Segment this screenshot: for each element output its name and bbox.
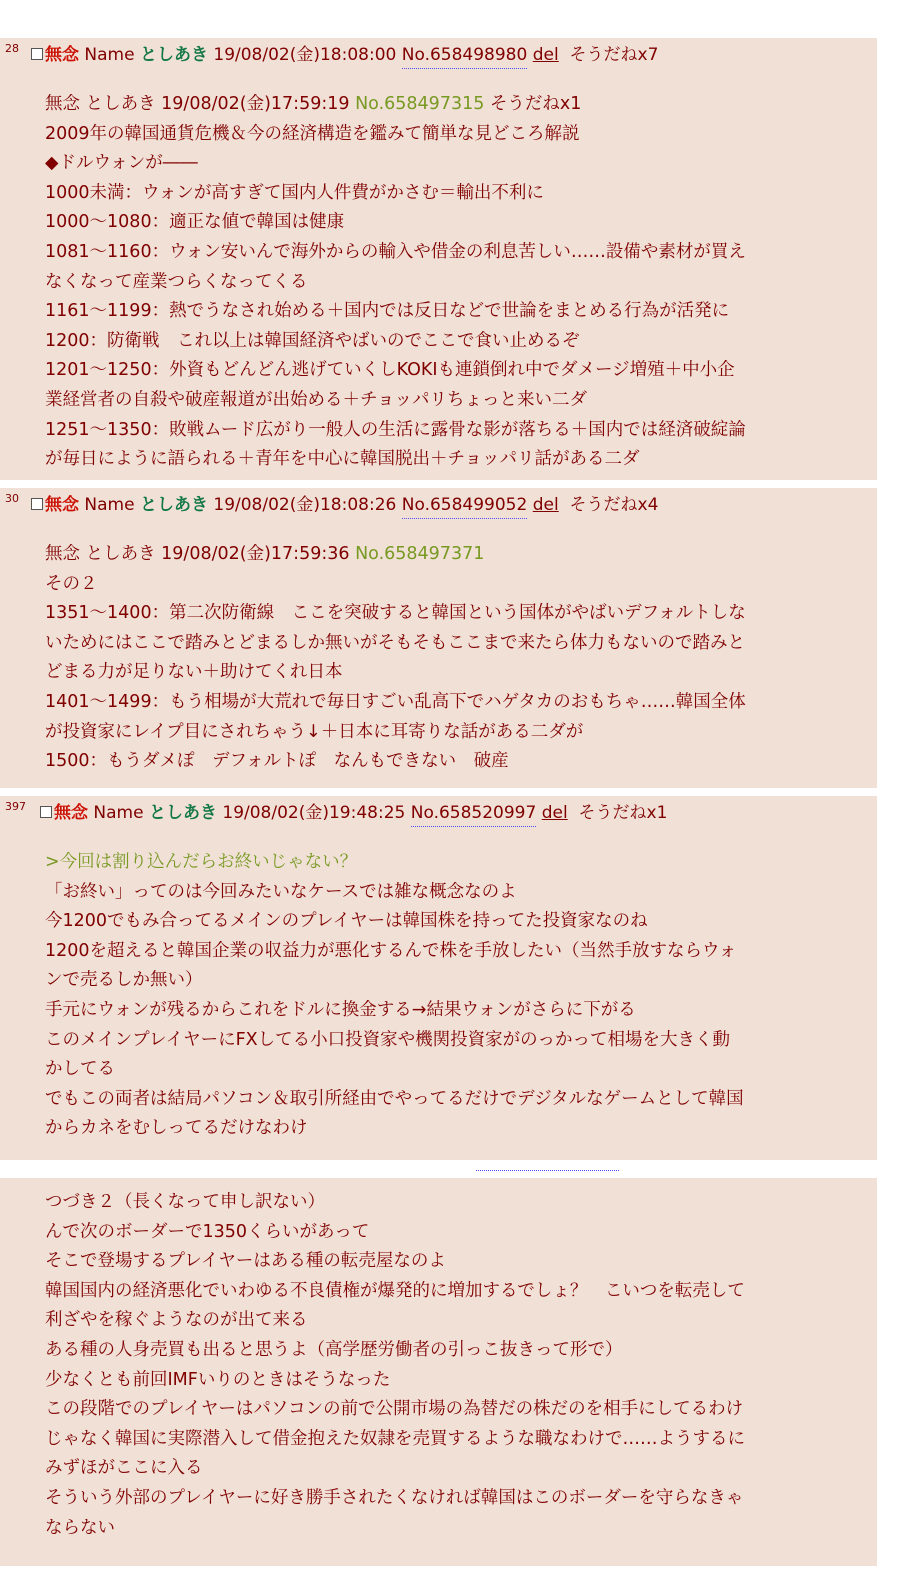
post-date: 19/08/02(金)19:48:25 bbox=[222, 803, 406, 823]
del-link[interactable]: del bbox=[541, 803, 568, 823]
quoted-post-header bbox=[45, 540, 845, 570]
body-line: でもこの両者は結局パソコン＆取引所経由でやってるだけでデジタルなゲームとして韓国 bbox=[45, 1088, 744, 1109]
select-checkbox[interactable] bbox=[31, 48, 43, 60]
soudane-button[interactable]: そうだねx1 bbox=[578, 803, 668, 823]
body-line: 「お終い」ってのは今回みたいなケースでは雑な概念なのよ bbox=[45, 881, 517, 902]
body-line: かしてる bbox=[45, 1059, 115, 1080]
body-line: 1081～1160：ウォン安いんで海外からの輸入や借金の利息苦しい……設備や素材が買え bbox=[45, 241, 746, 262]
quoted-post-header bbox=[45, 90, 845, 120]
body-line: 1200を超えると韓国企業の収益力が悪化するんで株を手放したい（当然手放すならウォ bbox=[45, 940, 737, 961]
quoted-post-number: No.658497371 bbox=[355, 544, 485, 564]
body-line: その２ bbox=[45, 573, 98, 594]
del-link[interactable]: del bbox=[532, 45, 559, 65]
body-line: つづき２（長くなって申し訳ない） bbox=[45, 1192, 325, 1212]
post-number-link[interactable]: No.658520997 bbox=[411, 803, 537, 827]
body-line: ◆ドルウォンが―― bbox=[45, 153, 198, 174]
post-index: 397 bbox=[5, 800, 26, 813]
quoted-name: としあき bbox=[85, 544, 156, 564]
quoted-subject: 無念 bbox=[45, 544, 80, 564]
body-line: 今1200でもみ合ってるメインのプレイヤーは韓国株を持ってた投資家なのね bbox=[45, 911, 648, 932]
post-subject: 無念 bbox=[45, 45, 79, 65]
body-line: ならない bbox=[45, 1517, 115, 1538]
body-line: んで次のボーダーで1350くらいがあって bbox=[45, 1221, 370, 1242]
poster-name: としあき bbox=[139, 495, 208, 515]
select-checkbox[interactable] bbox=[40, 806, 52, 818]
reply-post bbox=[0, 1178, 877, 1566]
post-number-link[interactable]: No.658499052 bbox=[402, 495, 528, 519]
soudane-button[interactable]: そうだねx7 bbox=[569, 45, 659, 65]
body-line: じゃなく韓国に実際潜入して借金抱えた奴隷を売買するような職なわけで……ようするに bbox=[45, 1428, 745, 1449]
body-line: なくなって産業つらくなってくる bbox=[45, 271, 308, 292]
body-line: 1351～1400：第二次防衛線 ここを突破すると韓国という国体がやばいデフォルトしな bbox=[45, 603, 746, 624]
body-line: 韓国国内の経済悪化でいわゆる不良債権が爆発的に増加するでしょ？ こいつを転売して bbox=[45, 1280, 745, 1301]
post-date: 19/08/02(金)18:08:26 bbox=[213, 495, 397, 515]
body-line: この段階でのプレイヤーはパソコンの前で公開市場の為替だの株だのを相手にしてるわけ bbox=[45, 1399, 744, 1420]
body-line: 1200：防衛戦 これ以上は韓国経済やばいのでここで食い止めるぞ bbox=[45, 330, 580, 351]
body-line: 1000～1080：適正な値で韓国は健康 bbox=[45, 212, 345, 233]
body-line: 1000未満：ウォンが高すぎて国内人件費がかさむ＝輸出不利に bbox=[45, 182, 544, 203]
body-line: 2009年の韓国通貨危機＆今の経済構造を鑑みて簡単な見どころ解説 bbox=[45, 123, 580, 144]
quoted-name: としあき bbox=[85, 94, 156, 114]
quoted-subject: 無念 bbox=[45, 94, 80, 114]
post-number-link[interactable]: No.658498980 bbox=[402, 45, 528, 69]
post-body bbox=[45, 90, 845, 475]
body-line: ある種の人身売買も出ると思うよ（高学歴労働者の引っこ抜きって形で） bbox=[45, 1339, 623, 1360]
post-separator bbox=[476, 1170, 619, 1171]
greentext-quote: >今回は割り込んだらお終いじゃない？ bbox=[45, 852, 358, 872]
body-line: 手元にウォンが残るからこれをドルに換金する→結果ウォンがさらに下がる bbox=[45, 999, 636, 1020]
body-line: が投資家にレイプ目にされちゃう↓＋日本に耳寄りな話がある二ダが bbox=[45, 721, 584, 742]
name-label: Name bbox=[93, 803, 144, 823]
body-line: 1201～1250：外資もどんどん逃げていくしKOKIも連鎖倒れ中でダメージ増殖＋中小企 bbox=[45, 360, 735, 381]
body-line: どまる力が足りない＋助けてくれ日本 bbox=[45, 662, 343, 683]
body-line: 利ざやを稼ぐようなのが出て来る bbox=[45, 1310, 308, 1331]
poster-name: としあき bbox=[148, 803, 217, 823]
body-line: そういう外部のプレイヤーに好き勝手されたくなければ韓国はこのボーダーを守らなきゃ bbox=[45, 1487, 744, 1508]
quoted-date: 19/08/02(金)17:59:36 bbox=[161, 544, 350, 564]
body-line: ンで売るしか無い） bbox=[45, 970, 203, 991]
soudane-button[interactable]: そうだねx4 bbox=[569, 495, 659, 515]
quoted-post-number: No.658497315 bbox=[355, 94, 485, 114]
name-label: Name bbox=[84, 495, 135, 515]
post-index: 30 bbox=[5, 492, 19, 505]
body-line: 業経営者の自殺や破産報道が出始める＋チョッパリちょっと来い二ダ bbox=[45, 389, 587, 410]
body-line: そこで登場するプレイヤーはある種の転売屋なのよ bbox=[45, 1251, 446, 1272]
body-line: 1500：もうダメぽ デフォルトぽ なんもできない 破産 bbox=[45, 751, 509, 772]
body-line: 1401～1499：もう相場が大荒れで毎日すごい乱高下でハゲタカのおもちゃ……韓国全体 bbox=[45, 691, 746, 712]
quoted-soudane: そうだねx1 bbox=[489, 94, 582, 114]
post-date: 19/08/02(金)18:08:00 bbox=[213, 45, 397, 65]
post-body bbox=[45, 1188, 845, 1543]
body-line: 少なくとも前回IMFいりのときはそうなった bbox=[45, 1369, 391, 1390]
body-line: 1161～1199：熱でうなされ始める＋国内では反日などで世論をまとめる行為が活発に bbox=[45, 301, 730, 322]
del-link[interactable]: del bbox=[532, 495, 559, 515]
body-line: 1251～1350：敗戦ムード広がり一般人の生活に露骨な影が落ちる＋国内では経済破綻論 bbox=[45, 419, 746, 440]
body-line: が毎日にように語られる＋青年を中心に韓国脱出＋チョッパリ話がある二ダ bbox=[45, 449, 640, 470]
body-line: このメインプレイヤーにFXしてる小口投資家や機関投資家がのっかって相場を大きく動 bbox=[45, 1029, 730, 1050]
body-line: いためにはここで踏みとどまるしか無いがそもそもここまで来たら体力もないので踏みと bbox=[45, 632, 745, 653]
reply-post bbox=[0, 796, 877, 1160]
select-checkbox[interactable] bbox=[31, 498, 43, 510]
poster-name: としあき bbox=[139, 45, 208, 65]
body-line: みずほがここに入る bbox=[45, 1458, 203, 1479]
post-body bbox=[45, 848, 845, 1144]
post-body bbox=[45, 540, 845, 777]
body-line: からカネをむしってるだけなわけ bbox=[45, 1118, 308, 1139]
quoted-date: 19/08/02(金)17:59:19 bbox=[161, 94, 350, 114]
name-label: Name bbox=[84, 45, 135, 65]
post-subject: 無念 bbox=[54, 803, 88, 823]
post-subject: 無念 bbox=[45, 495, 79, 515]
post-index: 28 bbox=[5, 42, 19, 55]
reply-post bbox=[0, 38, 877, 480]
reply-post bbox=[0, 488, 877, 788]
